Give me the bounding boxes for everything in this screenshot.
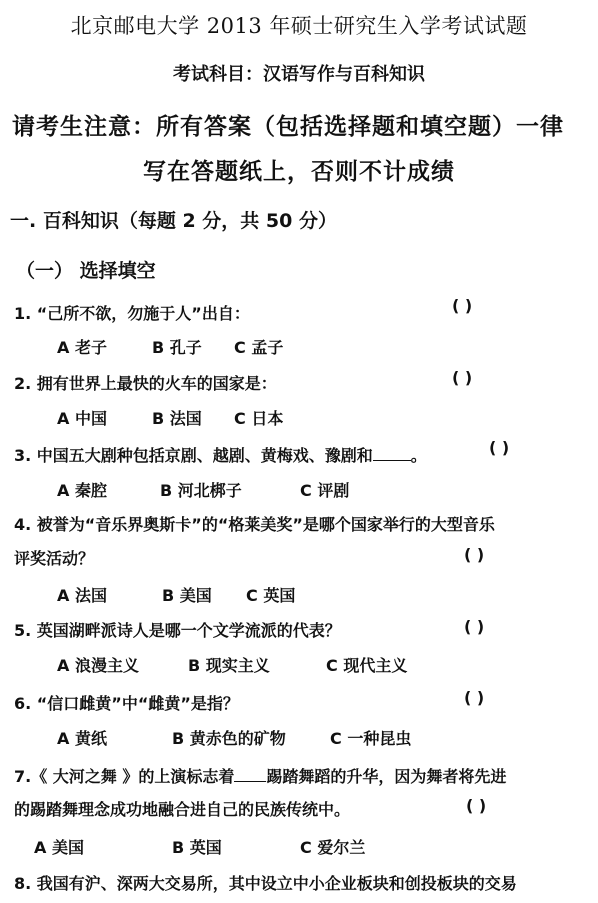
question-2-option-a: A 中国 — [57, 409, 107, 428]
question-5-option-b: B 现实主义 — [188, 656, 270, 675]
section-heading: 一. 百科知识（每题 2 分，共 50 分） — [10, 210, 337, 232]
question-5-stem: 5. 英国湖畔派诗人是哪一个文学流派的代表？ — [14, 621, 341, 640]
question-7-answer-paren: ( ) — [466, 796, 487, 815]
exam-title: 北京邮电大学 2013 年硕士研究生入学考试试题 — [70, 14, 528, 38]
question-3-blank — [373, 446, 411, 461]
question-7-option-b: B 英国 — [172, 838, 222, 857]
question-7-option-a: A 美国 — [34, 838, 84, 857]
question-2-answer-paren: ( ) — [452, 368, 473, 387]
question-1-option-c: C 孟子 — [234, 338, 284, 357]
question-3-option-c: C 评剧 — [300, 481, 350, 500]
question-6-option-a: A 黄纸 — [57, 729, 107, 748]
notice-line-2: 写在答题纸上，否则不计成绩 — [143, 159, 455, 185]
question-3-option-b: B 河北梆子 — [160, 481, 242, 500]
question-7-stem-before: 7.《 大河之舞 》的上演标志着 — [14, 767, 235, 786]
question-7-stem-line-1 — [14, 767, 506, 785]
question-7-blank — [234, 767, 266, 782]
question-4-option-c: C 英国 — [246, 586, 296, 605]
question-6-option-c: C 一种昆虫 — [330, 729, 412, 748]
question-3-stem — [14, 446, 427, 464]
question-5-option-a: A 浪漫主义 — [57, 656, 139, 675]
question-1-option-b: B 孔子 — [152, 338, 202, 357]
notice-line-1: 请考生注意：所有答案（包括选择题和填空题）一律 — [12, 114, 564, 140]
question-6-answer-paren: ( ) — [464, 688, 485, 707]
question-3-stem-after: 。 — [410, 446, 427, 465]
question-1-option-a: A 老子 — [57, 338, 107, 357]
subsection-heading: （一） 选择填空 — [16, 260, 156, 282]
question-4-stem-line-2: 评奖活动？ — [14, 549, 95, 568]
question-7-option-c: C 爱尔兰 — [300, 838, 366, 857]
question-6-stem: 6. “信口雌黄”中“雌黄”是指？ — [14, 694, 239, 713]
question-3-answer-paren: ( ) — [489, 438, 510, 457]
question-2-option-b: B 法国 — [152, 409, 202, 428]
question-8-stem: 8. 我国有沪、深两大交易所，其中设立中小企业板块和创投板块的交易 — [14, 874, 517, 893]
question-4-option-a: A 法国 — [57, 586, 107, 605]
question-7-stem-line-2: 的踢踏舞理念成功地融合进自己的民族传统中。 — [14, 800, 351, 819]
question-6-option-b: B 黄赤色的矿物 — [172, 729, 286, 748]
question-5-option-c: C 现代主义 — [326, 656, 408, 675]
question-7-stem-after: 踢踏舞蹈的升华，因为舞者将先进 — [266, 767, 507, 786]
question-4-stem-line-1: 4. 被誉为“音乐界奥斯卡”的“格莱美奖”是哪个国家举行的大型音乐 — [14, 515, 495, 534]
question-2-stem: 2. 拥有世界上最快的火车的国家是： — [14, 374, 277, 393]
question-4-answer-paren: ( ) — [464, 545, 485, 564]
question-3-option-a: A 秦腔 — [57, 481, 107, 500]
question-2-option-c: C 日本 — [234, 409, 284, 428]
question-1-stem: 1. “己所不欲，勿施于人”出自： — [14, 304, 250, 323]
question-1-answer-paren: ( ) — [452, 296, 473, 315]
exam-subject: 考试科目：汉语写作与百科知识 — [173, 64, 425, 85]
question-4-option-b: B 美国 — [162, 586, 212, 605]
question-3-stem-before: 3. 中国五大剧种包括京剧、越剧、黄梅戏、豫剧和 — [14, 446, 373, 465]
question-5-answer-paren: ( ) — [464, 617, 485, 636]
